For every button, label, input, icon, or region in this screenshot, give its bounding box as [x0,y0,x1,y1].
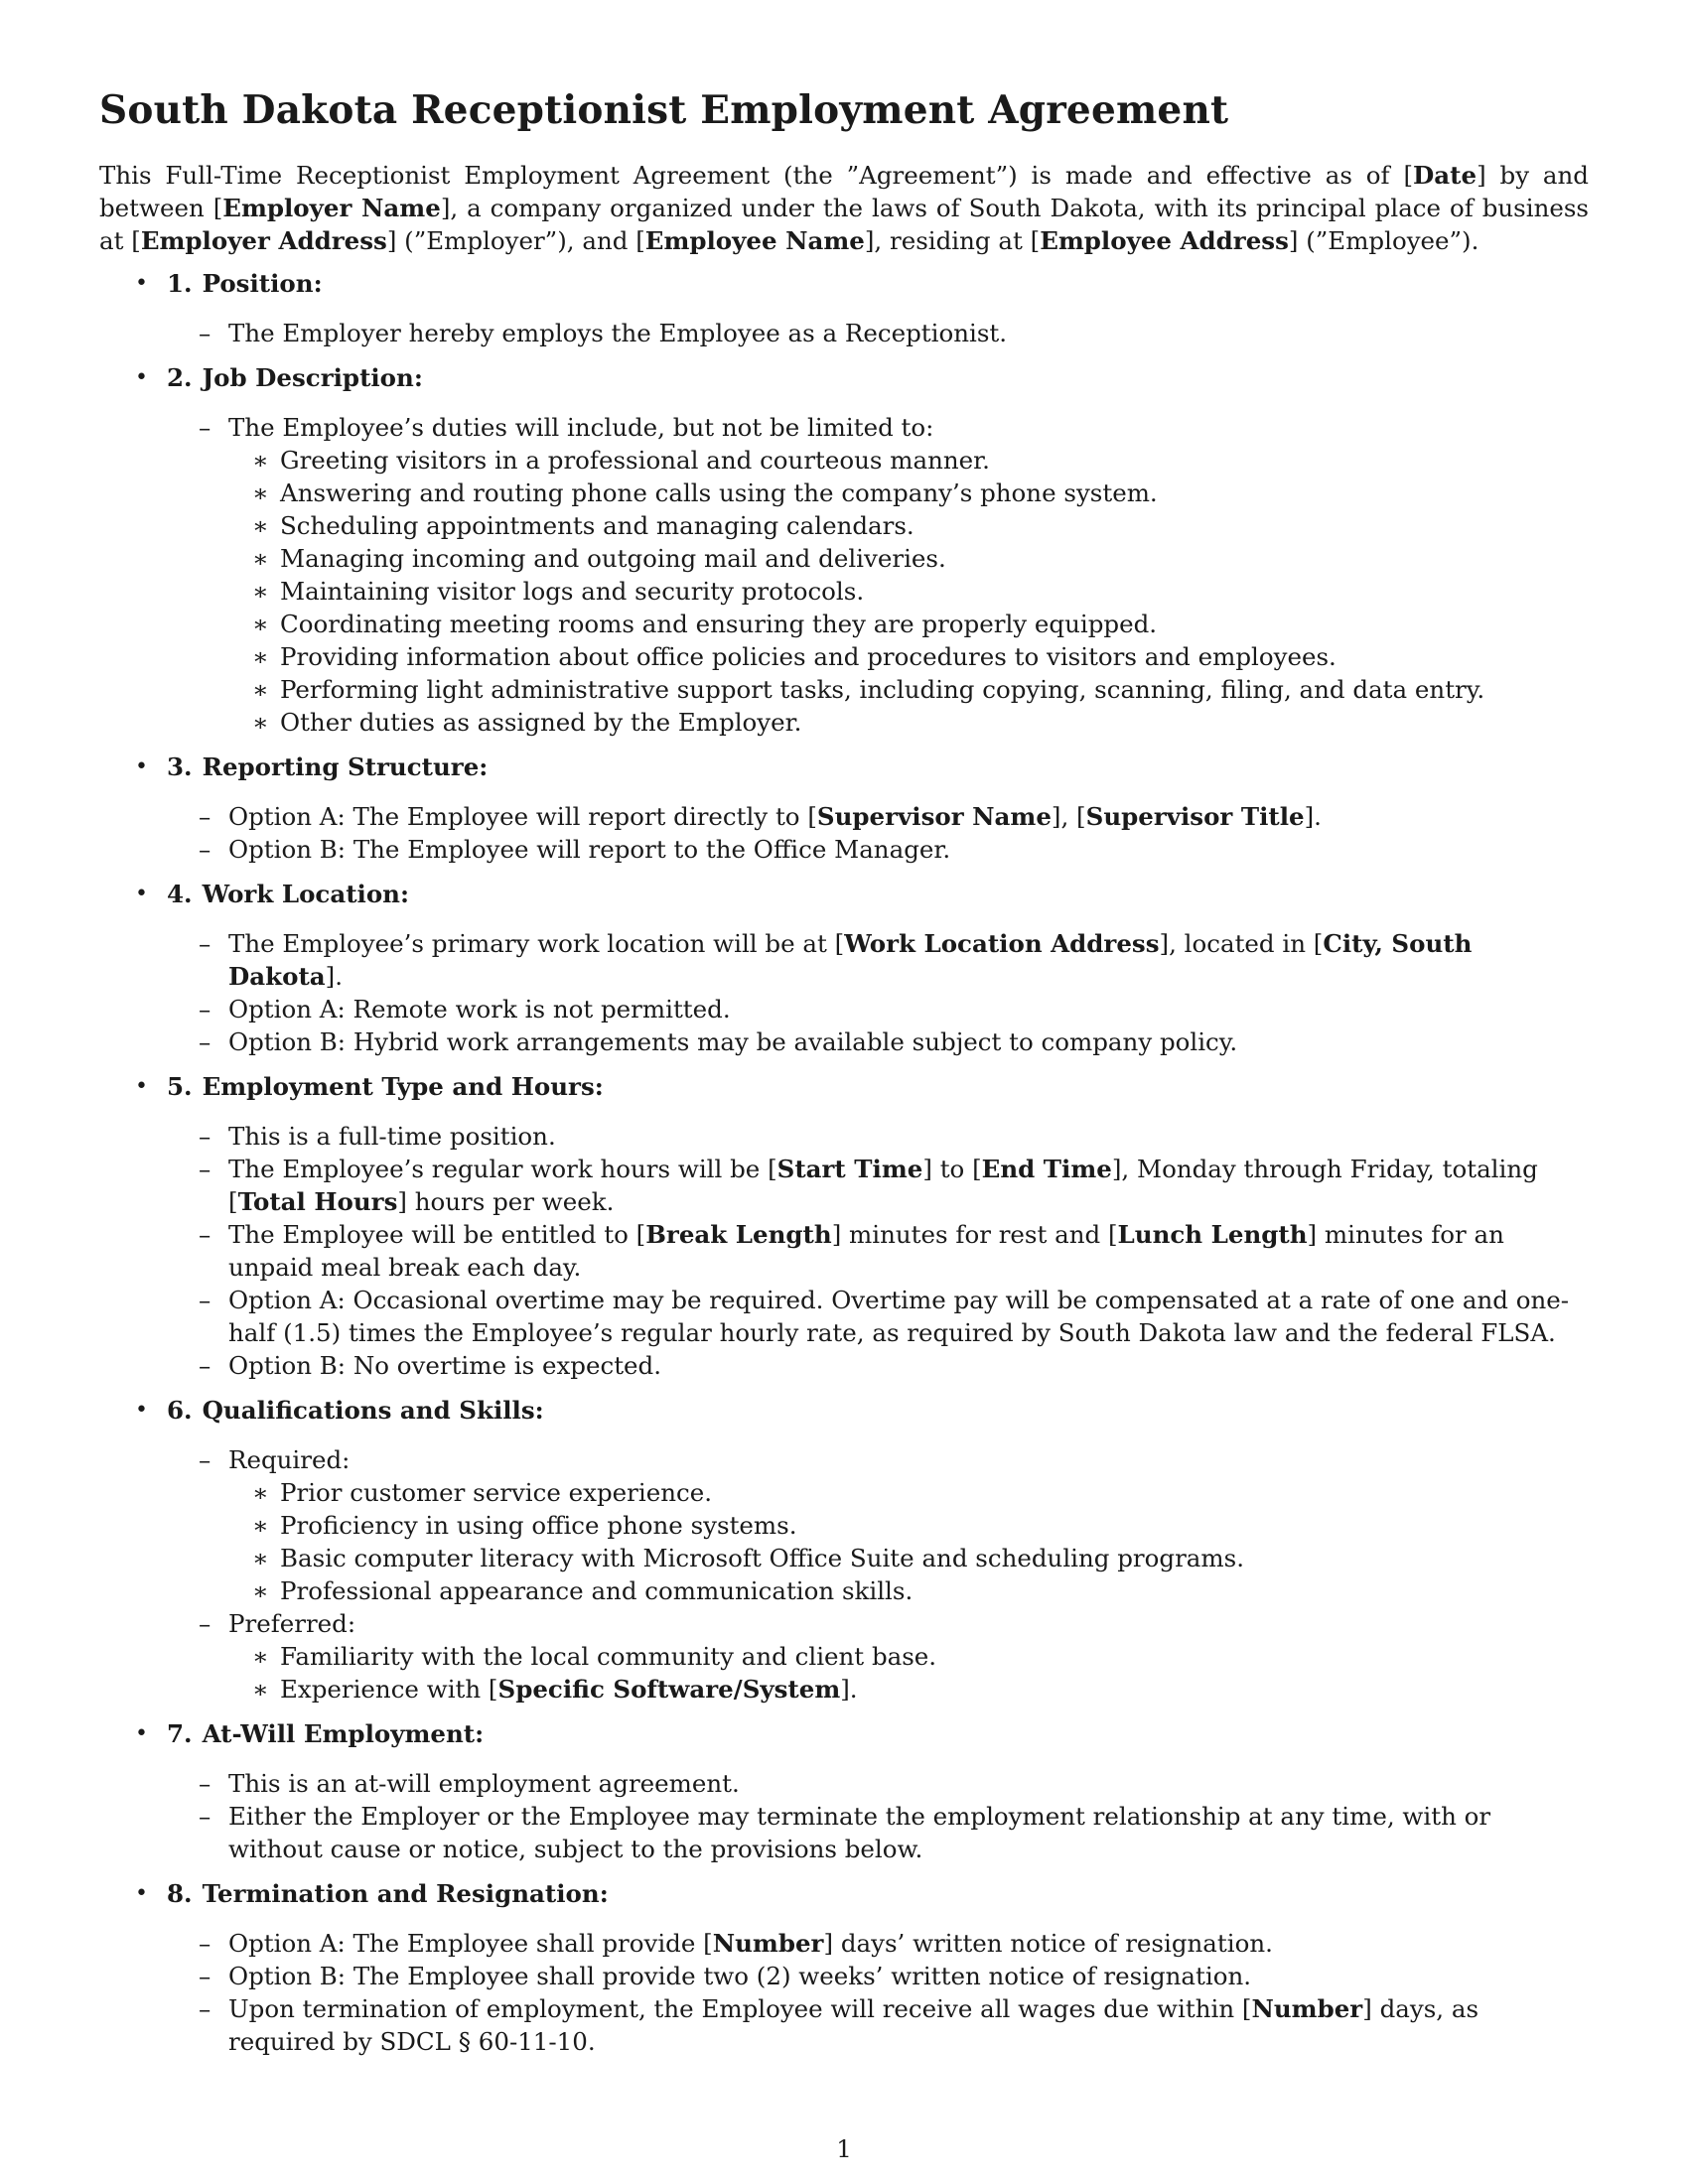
item-text: The Employer hereby employs the Employee as a Receptionist. [228,319,1008,347]
sub-list [167,1767,1589,1865]
dash-icon: – [199,1027,211,1056]
employer-address-placeholder: Employer Address [140,226,387,255]
date-placeholder: Date [1413,161,1477,190]
item-text: ] minutes for rest and [ [831,1220,1118,1249]
bullet-icon: • [135,1398,148,1423]
item-text: ] to [ [922,1155,982,1183]
notice-days-placeholder: Number [712,1929,824,1958]
skill-item [228,1509,1589,1542]
required-skills-list [228,1476,1589,1607]
dash-icon: – [199,1286,211,1314]
supervisor-name-placeholder: Supervisor Name [816,802,1052,831]
asterisk-icon: ∗ [252,1675,269,1704]
sub-list [167,927,1589,1058]
dash-icon: – [199,1962,211,1990]
section-title [167,361,1589,395]
intro-text: ] (”Employee”). [1288,226,1479,255]
end-time-placeholder: End Time [981,1155,1112,1183]
total-hours-placeholder: Total Hours [237,1187,398,1216]
dash-icon: – [199,835,211,864]
item-text: The Employee will be entitled to [ [228,1220,646,1249]
list-item [167,1218,1589,1284]
lunch-length-placeholder: Lunch Length [1117,1220,1308,1249]
document-page [99,87,1589,2070]
list-item [167,1607,1589,1706]
section-number: 4. [167,880,193,908]
software-placeholder: Specific Software/System [497,1675,841,1704]
section-employment-type-hours [99,1070,1589,1382]
section-title-text: At-Will Employment: [202,1719,485,1748]
skill-item [228,1476,1589,1509]
duty-text: Maintaining visitor logs and security protocols. [280,577,865,606]
duty-item [228,706,1589,739]
skill-text: Basic computer literacy with Microsoft Office Suite and scheduling programs. [280,1544,1244,1572]
item-text: Required: [228,1445,351,1474]
section-number: 6. [167,1396,193,1425]
asterisk-icon: ∗ [252,675,269,704]
list-item [167,1960,1589,1992]
section-title [167,1717,1589,1751]
list-item [167,1443,1589,1607]
intro-paragraph [99,159,1589,257]
sections-list [99,267,1589,2058]
item-text: Option B: No overtime is expected. [228,1351,662,1380]
list-item [167,1992,1589,2058]
item-text: ]. [1304,802,1322,831]
section-title [167,751,1589,784]
duty-item [228,575,1589,608]
dash-icon: – [199,1122,211,1151]
item-text: ] days’ written notice of resignation. [823,1929,1273,1958]
item-text: The Employee’s duties will include, but not be limited to: [228,413,934,442]
item-text: Option B: Hybrid work arrangements may be available subject to company policy. [228,1027,1238,1056]
asterisk-icon: ∗ [252,446,269,475]
dash-icon: – [199,1802,211,1831]
duty-text: Coordinating meeting rooms and ensuring they are properly equipped. [280,610,1158,638]
section-number: 3. [167,752,193,781]
duty-item [228,509,1589,542]
section-termination-resignation [99,1877,1589,2058]
item-text: Option A: The Employee shall provide [ [228,1929,713,1958]
asterisk-icon: ∗ [252,1576,269,1605]
duty-item [228,444,1589,477]
sub-list [167,1443,1589,1706]
item-text: ] days, as required by SDCL § 60-11-10. [228,1994,1479,2056]
list-item [167,1284,1589,1349]
item-text: Option A: The Employee will report directly to [ [228,802,817,831]
dash-icon: – [199,1929,211,1958]
item-text: Upon termination of employment, the Employee will receive all wages due within [ [228,1994,1252,2023]
section-number: 8. [167,1879,193,1908]
dash-icon: – [199,1351,211,1380]
item-text: Option B: The Employee will report to the Office Manager. [228,835,951,864]
section-reporting-structure [99,751,1589,866]
bullet-icon: • [135,1074,148,1099]
supervisor-title-placeholder: Supervisor Title [1085,802,1305,831]
section-title-text: Reporting Structure: [202,752,489,781]
section-qualifications-skills [99,1394,1589,1706]
asterisk-icon: ∗ [252,708,269,737]
skill-item [228,1673,1589,1706]
asterisk-icon: ∗ [252,610,269,638]
wage-days-placeholder: Number [1251,1994,1363,2023]
asterisk-icon: ∗ [252,1642,269,1671]
list-item [167,411,1589,739]
list-item [167,1767,1589,1800]
dash-icon: – [199,1155,211,1183]
section-title-text: Position: [202,269,323,298]
asterisk-icon: ∗ [252,577,269,606]
item-text: ] hours per week. [397,1187,615,1216]
list-item [167,1927,1589,1960]
section-number: 2. [167,363,193,392]
duty-item [228,542,1589,575]
duties-list [228,444,1589,739]
item-text: Preferred: [228,1609,356,1638]
duty-text: Performing light administrative support tasks, including copying, scanning, filing, and data entry. [280,675,1485,704]
bullet-icon: • [135,271,148,296]
section-title-text: Job Description: [202,363,423,392]
section-title-text: Work Location: [202,880,410,908]
list-item [167,1349,1589,1382]
item-text: The Employee’s primary work location will be at [ [228,929,845,958]
skill-text: Prior customer service experience. [280,1478,712,1507]
bullet-icon: • [135,365,148,390]
section-title-text: Employment Type and Hours: [202,1072,604,1101]
item-text: ], located in [ [1159,929,1324,958]
skill-item [228,1640,1589,1673]
duty-text: Providing information about office policies and procedures to visitors and employees. [280,642,1336,671]
item-text: This is a full-time position. [228,1122,556,1151]
item-text: The Employee’s regular work hours will be [ [228,1155,777,1183]
list-item [167,993,1589,1025]
section-number: 1. [167,269,193,298]
intro-text: ], a company organized under the laws of South Dakota, with its principal place of business at [ [99,194,1589,255]
employer-name-placeholder: Employer Name [222,194,441,222]
sub-list [167,317,1589,349]
list-item [167,927,1589,993]
section-title-text: Termination and Resignation: [202,1879,609,1908]
dash-icon: – [199,1769,211,1798]
skill-item [228,1542,1589,1574]
item-text: ]. [325,962,343,991]
item-text: Option A: Remote work is not permitted. [228,995,731,1024]
dash-icon: – [199,1220,211,1249]
duty-item [228,673,1589,706]
section-title [167,878,1589,911]
section-title-text: Qualifications and Skills: [202,1396,544,1425]
list-item [167,1025,1589,1058]
bullet-icon: • [135,1881,148,1906]
sub-list [167,800,1589,866]
skill-text: ]. [840,1675,858,1704]
bullet-icon: • [135,1721,148,1746]
list-item [167,800,1589,833]
dash-icon: – [199,802,211,831]
preferred-skills-list [228,1640,1589,1706]
break-length-placeholder: Break Length [645,1220,832,1249]
sub-list [167,411,1589,739]
asterisk-icon: ∗ [252,478,269,507]
asterisk-icon: ∗ [252,544,269,573]
start-time-placeholder: Start Time [776,1155,923,1183]
list-item [167,1153,1589,1218]
document-title: South Dakota Receptionist Employment Agreement [99,87,1229,133]
asterisk-icon: ∗ [252,1544,269,1572]
page-number: 1 [836,2134,852,2163]
section-number: 5. [167,1072,193,1101]
intro-text: ], residing at [ [864,226,1041,255]
skill-text: Familiarity with the local community and client base. [280,1642,937,1671]
item-text: ], [ [1051,802,1086,831]
work-location-placeholder: Work Location Address [844,929,1160,958]
duty-text: Answering and routing phone calls using the company’s phone system. [280,478,1158,507]
intro-text: ] by and between [ [99,161,1589,222]
duty-text: Other duties as assigned by the Employer. [280,708,802,737]
skill-text: Proficiency in using office phone systems. [280,1511,797,1540]
skill-item [228,1574,1589,1607]
dash-icon: – [199,1994,211,2023]
list-item [167,1120,1589,1153]
item-text: Option B: The Employee shall provide two (2) weeks’ written notice of resignation. [228,1962,1252,1990]
intro-text: This Full-Time Receptionist Employment Agreement (the ”Agreement”) is made and effective as of [ [99,161,1414,190]
list-item [167,833,1589,866]
duty-text: Greeting visitors in a professional and courteous manner. [280,446,990,475]
item-text: This is an at-will employment agreement. [228,1769,740,1798]
item-text: ] minutes for an unpaid meal break each day. [228,1220,1504,1282]
skill-text: Professional appearance and communication skills. [280,1576,914,1605]
asterisk-icon: ∗ [252,1478,269,1507]
asterisk-icon: ∗ [252,511,269,540]
asterisk-icon: ∗ [252,642,269,671]
duty-item [228,640,1589,673]
section-work-location [99,878,1589,1058]
skill-text: Experience with [ [280,1675,498,1704]
bullet-icon: • [135,754,148,779]
section-title [167,1877,1589,1911]
intro-text: ] (”Employer”), and [ [386,226,645,255]
city-placeholder: City, South Dakota [228,929,1473,991]
section-job-description [99,361,1589,739]
duty-text: Scheduling appointments and managing calendars. [280,511,914,540]
dash-icon: – [199,413,211,442]
dash-icon: – [199,319,211,347]
dash-icon: – [199,1445,211,1474]
list-item [167,1800,1589,1865]
section-title [167,267,1589,301]
dash-icon: – [199,995,211,1024]
sub-list [167,1927,1589,2058]
item-text: Option A: Occasional overtime may be required. Overtime pay will be compensated at a rate of one and one-half (1.5) times the Employee’s regular hourly rate, as required by South Dakota law and the federal FLSA. [228,1286,1570,1347]
section-position [99,267,1589,349]
duty-item [228,608,1589,640]
sub-list [167,1120,1589,1382]
dash-icon: – [199,929,211,958]
duty-item [228,477,1589,509]
employee-name-placeholder: Employee Name [644,226,865,255]
employee-address-placeholder: Employee Address [1040,226,1289,255]
section-title [167,1070,1589,1104]
list-item [167,317,1589,349]
asterisk-icon: ∗ [252,1511,269,1540]
section-at-will-employment [99,1717,1589,1865]
item-text: ], Monday through Friday, totaling [ [228,1155,1538,1216]
bullet-icon: • [135,882,148,906]
dash-icon: – [199,1609,211,1638]
item-text: Either the Employer or the Employee may terminate the employment relationship at any time, with or without cause or notice, subject to the provisions below. [228,1802,1491,1863]
duty-text: Managing incoming and outgoing mail and deliveries. [280,544,946,573]
section-title [167,1394,1589,1428]
section-number: 7. [167,1719,193,1748]
